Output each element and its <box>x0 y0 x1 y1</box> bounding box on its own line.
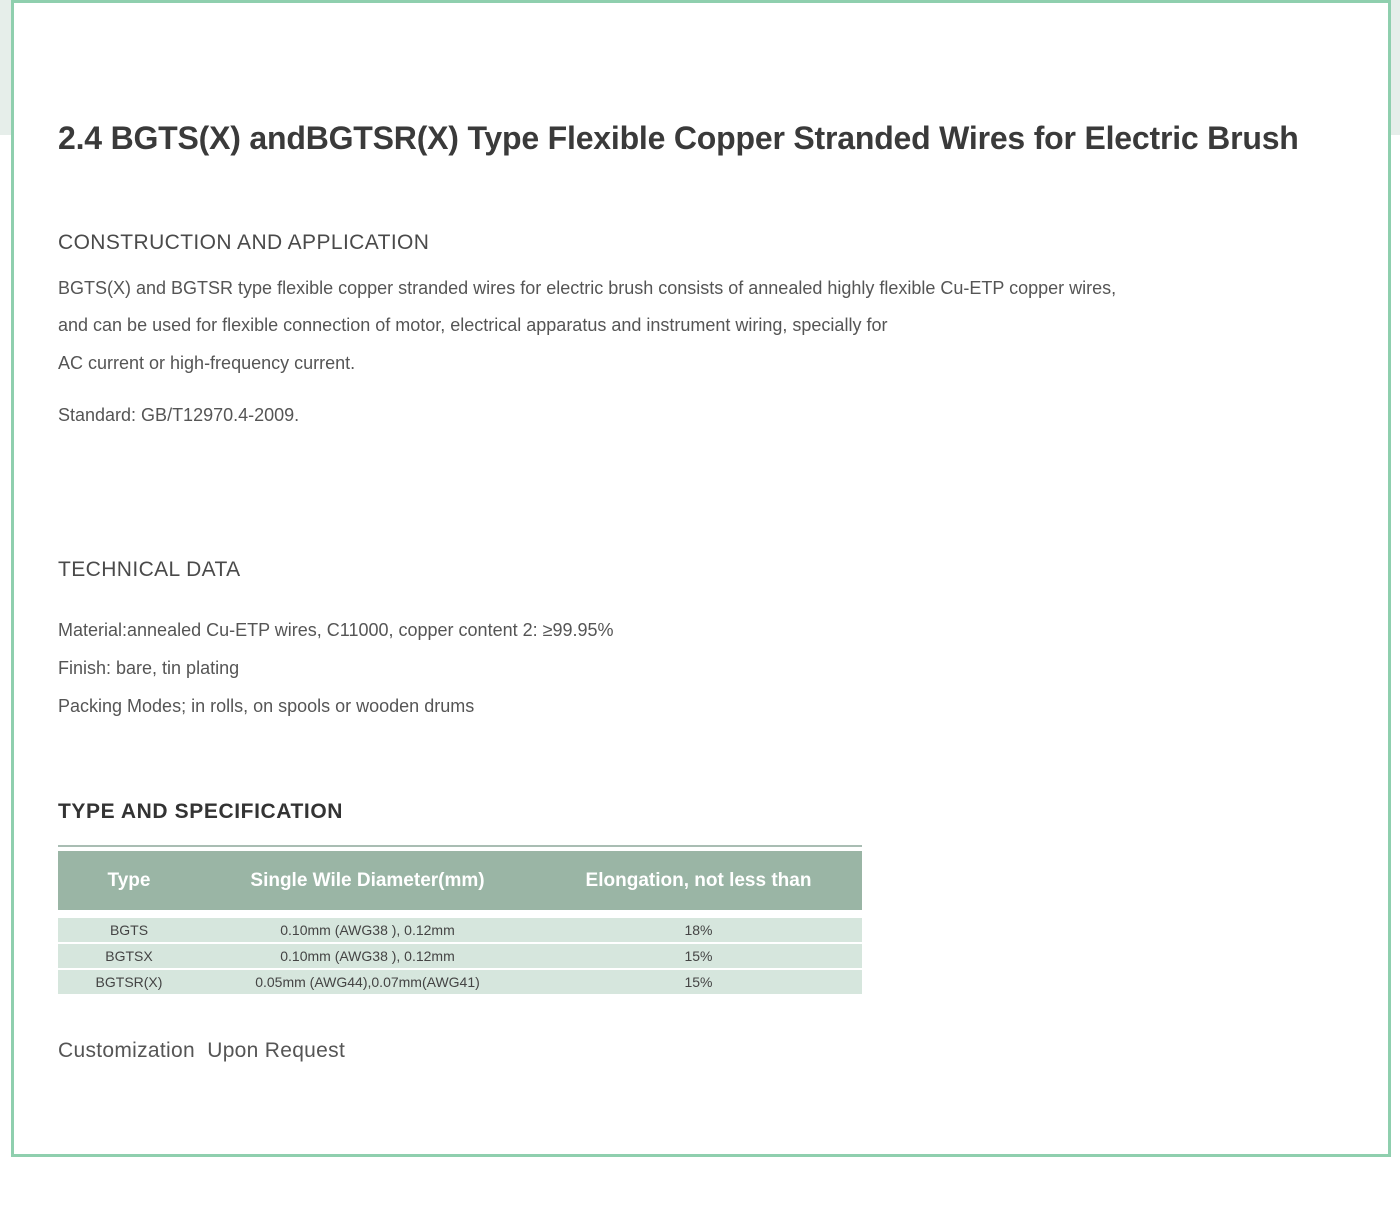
table-divider <box>58 845 862 847</box>
cell-elongation: 18% <box>535 914 862 943</box>
construction-line-2: and can be used for flexible connection of motor, electrical apparatus and instrument wiring, specially for <box>58 315 888 335</box>
table-row <box>58 969 862 994</box>
spec-table <box>58 851 862 994</box>
table-header-row <box>58 851 862 914</box>
cell-diameter: 0.10mm (AWG38 ), 0.12mm <box>200 914 535 943</box>
cell-elongation: 15% <box>535 943 862 969</box>
cell-type: BGTSR(X) <box>58 969 200 994</box>
construction-line-3: AC current or high-frequency current. <box>58 353 356 373</box>
cell-type: BGTSX <box>58 943 200 969</box>
cell-diameter: 0.05mm (AWG44),0.07mm(AWG41) <box>200 969 535 994</box>
page-title: 2.4 BGTS(X) andBGTSR(X) Type Flexible Copper Stranded Wires for Electric Brush <box>58 120 1299 156</box>
cell-type: BGTS <box>58 914 200 943</box>
table-row <box>58 943 862 969</box>
column-header-diameter: Single Wile Diameter(mm) <box>200 851 535 914</box>
column-header-elongation: Elongation, not less than <box>535 851 862 914</box>
cell-diameter: 0.10mm (AWG38 ), 0.12mm <box>200 943 535 969</box>
column-header-type: Type <box>58 851 200 914</box>
customization-note: Customization Upon Request <box>58 1039 346 1062</box>
technical-heading: TECHNICAL DATA <box>58 558 241 581</box>
technical-finish: Finish: bare, tin plating <box>58 658 240 678</box>
table-row <box>58 914 862 943</box>
technical-material: Material:annealed Cu-ETP wires, C11000, copper content 2: ≥99.95% <box>58 620 614 640</box>
construction-heading: CONSTRUCTION AND APPLICATION <box>58 231 430 254</box>
cell-elongation: 15% <box>535 969 862 994</box>
spec-heading: TYPE AND SPECIFICATION <box>58 800 344 823</box>
standard-line: Standard: GB/T12970.4-2009. <box>58 405 300 425</box>
construction-line-1: BGTS(X) and BGTSR type flexible copper stranded wires for electric brush consists of annealed highly flexible Cu-ETP copper wires, <box>58 278 1117 298</box>
technical-packing: Packing Modes; in rolls, on spools or wooden drums <box>58 696 475 716</box>
